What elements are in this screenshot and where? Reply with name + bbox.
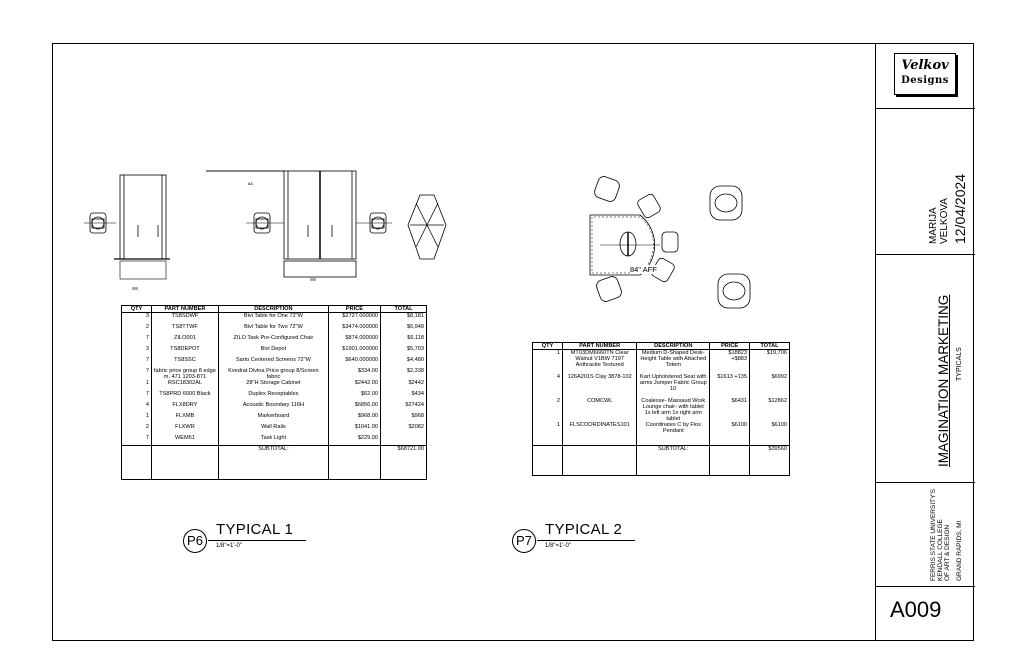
typical1-dim-bottom: ⅡⅡⅡ xyxy=(132,286,138,291)
table-row xyxy=(122,435,427,446)
date: 12/04/2024 xyxy=(952,173,968,244)
empty-cell xyxy=(563,446,637,476)
cell-desc: Bivi Table for Two 72"W xyxy=(218,324,328,335)
empty-cell xyxy=(122,446,152,480)
cell-qty: 7 xyxy=(122,368,152,380)
typical1-parts-table xyxy=(121,305,427,480)
subtotal-label: SUBTOTAL: xyxy=(218,446,328,480)
cell-desc: Task Light xyxy=(218,435,328,446)
cell-price: $968.00 xyxy=(328,413,380,424)
cell-part: TS8SSC xyxy=(151,357,218,368)
designer-name xyxy=(928,198,950,244)
cell-price: $6431 xyxy=(710,398,750,422)
cell-desc: Duplex Receptables xyxy=(218,391,328,402)
header-total: TOTAL xyxy=(750,343,790,350)
table-row xyxy=(122,313,427,324)
cell-total: $2082 xyxy=(381,424,427,435)
cell-price: $6856.00 xyxy=(328,402,380,413)
header-part-number: PART NUMBER xyxy=(151,306,218,313)
header-price: PRICE xyxy=(328,306,380,313)
typical2-plan-drawing xyxy=(580,170,780,320)
cell-price: $3474.000000 xyxy=(328,324,380,335)
cell-desc: Bivi Depot xyxy=(218,346,328,357)
cell-qty: 7 xyxy=(122,357,152,368)
typical2-scale: 1/8"=1'-0" xyxy=(545,543,571,549)
cell-desc: Kart Upholstered Seat with arms Jumper Fabric Group 10 xyxy=(637,374,710,398)
subtotal-value: $39560 xyxy=(750,446,790,476)
cell-qty: 7 xyxy=(122,435,152,446)
cell-total: $6992 xyxy=(750,374,790,398)
cell-part: RSC18302AL xyxy=(151,380,218,391)
cell-desc: Sarto Centered Screens 72"W xyxy=(218,357,328,368)
cell-total: $5,703 xyxy=(381,346,427,357)
sheet-title: TYPICALS xyxy=(956,347,963,381)
cell-part: FLXWR xyxy=(151,424,218,435)
table-row xyxy=(122,368,427,380)
table-row xyxy=(533,398,790,422)
header-total: TOTAL xyxy=(381,306,427,313)
cell-price: $62.00 xyxy=(328,391,380,402)
cell-qty: 1 xyxy=(533,422,563,446)
subtotal-row xyxy=(533,446,790,476)
cell-desc: Coordinates C by Flos Pendant xyxy=(637,422,710,446)
cell-part: FLSCOORDINATES101 xyxy=(563,422,637,446)
cell-qty: 2 xyxy=(533,398,563,422)
table-header-row xyxy=(122,306,427,313)
table-header-row xyxy=(533,343,790,350)
table-row xyxy=(533,422,790,446)
logo-line1: Velkov xyxy=(901,58,949,73)
cell-part: FLXMB xyxy=(151,413,218,424)
cell-total: $27424 xyxy=(381,402,427,413)
school-cell xyxy=(876,483,975,587)
cell-qty: 3 xyxy=(122,313,152,324)
cell-desc: Acoustic Boundary 116H xyxy=(218,402,328,413)
cell-price: $6100 xyxy=(710,422,750,446)
designer-last-name: VELKOVA xyxy=(939,198,950,244)
school-city: GRAND RAPIDS, MI xyxy=(956,520,963,581)
table-row xyxy=(122,357,427,368)
table-row xyxy=(122,346,427,357)
sheet-number: A009 xyxy=(890,597,942,622)
empty-cell xyxy=(710,446,750,476)
designer-cell xyxy=(876,109,975,255)
cell-qty: 7 xyxy=(122,391,152,402)
project-cell xyxy=(876,255,975,483)
cell-desc: ZILO Task Pre-Configured Chair xyxy=(218,335,328,346)
cell-price: $229.00 xyxy=(328,435,380,446)
table-row xyxy=(533,350,790,374)
header-price: PRICE xyxy=(710,343,750,350)
cell-desc: Medium D-Shaped Desk-Height Table with Attached Totem xyxy=(637,350,710,374)
table-row xyxy=(533,374,790,398)
project-name: IMAGINATION MARKETING xyxy=(936,294,951,467)
typical1-dim-bottom2: ⅡⅡⅡ xyxy=(310,277,316,282)
table-row xyxy=(122,335,427,346)
header-qty: QTY xyxy=(122,306,152,313)
cell-qty: 2 xyxy=(122,424,152,435)
cell-part: COMCWL xyxy=(563,398,637,422)
subtotal-row xyxy=(122,446,427,480)
cell-desc: Bivi Table for One 72"W xyxy=(218,313,328,324)
cell-price: $640.000000 xyxy=(328,357,380,368)
cell-total: $6,118 xyxy=(381,335,427,346)
cell-qty: 3 xyxy=(122,346,152,357)
header-qty: QTY xyxy=(533,343,563,350)
empty-cell xyxy=(151,446,218,480)
table-row xyxy=(122,424,427,435)
cell-price: $874.000000 xyxy=(328,335,380,346)
cell-desc: 28"H Storage Cabinet xyxy=(218,380,328,391)
cell-price: $2442.00 xyxy=(328,380,380,391)
cell-desc: Kvedrat Divina Price group 8/Screen fabric xyxy=(218,368,328,380)
velkov-designs-logo xyxy=(894,53,956,95)
cell-total: $6,948 xyxy=(381,324,427,335)
header-part-number: PART NUMBER xyxy=(563,343,637,350)
empty-cell xyxy=(533,446,563,476)
cell-part: fabric price group 8 edge m, 471 1203-871 xyxy=(151,368,218,380)
table-row xyxy=(122,391,427,402)
designer-first-name: MARIJA xyxy=(928,207,939,244)
cell-desc: Coalesse- Massaud Work Lounge chair- with tablet 1x left arm 1x right arm tablet xyxy=(637,398,710,422)
typical2-title: TYPICAL 2 xyxy=(545,521,623,538)
school-line3: OF ART & DESIGN xyxy=(944,524,951,581)
table-row xyxy=(122,380,427,391)
cell-qty: 1 xyxy=(122,380,152,391)
cell-desc: Markerboard xyxy=(218,413,328,424)
cell-part: TS8SDWF xyxy=(151,313,218,324)
school-name xyxy=(930,489,951,581)
cell-price: $18823 +$883 xyxy=(710,350,750,374)
table-row xyxy=(122,413,427,424)
typical2-underline xyxy=(537,540,635,541)
cell-total: $8,181 xyxy=(381,313,427,324)
cell-part: WEM61 xyxy=(151,435,218,446)
cell-qty: 1 xyxy=(533,350,563,374)
cell-part: MT03DM6660TN Clear Walnut V1BW 7197 Anthracite Textured xyxy=(563,350,637,374)
cell-total: $968 xyxy=(381,413,427,424)
cell-price: $2727.000000 xyxy=(328,313,380,324)
cell-total xyxy=(381,435,427,446)
empty-cell xyxy=(328,446,380,480)
cell-total: $2,338 xyxy=(381,368,427,380)
cell-price: $1901.000000 xyxy=(328,346,380,357)
cell-qty: 4 xyxy=(533,374,563,398)
typical1-scale: 1/8"=1'-0" xyxy=(216,543,242,549)
cell-total: $19,706 xyxy=(750,350,790,374)
cell-qty: 4 xyxy=(122,402,152,413)
typical2-table-label: 84" AFF xyxy=(630,265,657,274)
cell-desc: Wall Rails xyxy=(218,424,328,435)
cell-total: $2442 xyxy=(381,380,427,391)
header-description: DESCRIPTION xyxy=(637,343,710,350)
school-line2: KENDALL COLLEGE xyxy=(937,519,944,581)
school-line1: FERRIS STATE UNIVERSITY'S xyxy=(930,488,937,581)
title-block xyxy=(875,43,974,641)
cell-qty: 2 xyxy=(122,324,152,335)
cell-qty: 7 xyxy=(122,335,152,346)
table-row xyxy=(122,402,427,413)
cell-price: $334.00 xyxy=(328,368,380,380)
typical2-parts-table xyxy=(532,342,790,476)
cell-total: $434 xyxy=(381,391,427,402)
typical1-dim-note: 8A xyxy=(248,181,253,186)
typical1-title: TYPICAL 1 xyxy=(216,521,294,538)
cell-total: $6100 xyxy=(750,422,790,446)
cell-total: $12862 xyxy=(750,398,790,422)
cell-part: TS8DEPOT xyxy=(151,346,218,357)
logo-cell xyxy=(876,43,975,109)
header-description: DESCRIPTION xyxy=(218,306,328,313)
cell-part: TS8TTWF xyxy=(151,324,218,335)
typical2-marker: P7 xyxy=(512,529,536,553)
cell-price: $1613 +135 xyxy=(710,374,750,398)
subtotal-label: SUBTOTAL: xyxy=(637,446,710,476)
cell-price: $1041.00 xyxy=(328,424,380,435)
cell-total: $4,480 xyxy=(381,357,427,368)
typical1-underline xyxy=(208,540,306,541)
cell-qty: 1 xyxy=(122,413,152,424)
cell-part: 126A201S Clay 3878-102 xyxy=(563,374,637,398)
sheet-number-cell xyxy=(876,587,975,641)
subtotal-value: $68721.00 xyxy=(381,446,427,480)
table-row xyxy=(122,324,427,335)
cell-part: TS8PRD 6000 Black xyxy=(151,391,218,402)
typical1-plan-drawing xyxy=(70,165,470,295)
cell-part: FLX8DRY xyxy=(151,402,218,413)
logo-line2: Designs xyxy=(901,75,949,86)
cell-part: ZILO001 xyxy=(151,335,218,346)
typical1-marker: P6 xyxy=(183,529,207,553)
